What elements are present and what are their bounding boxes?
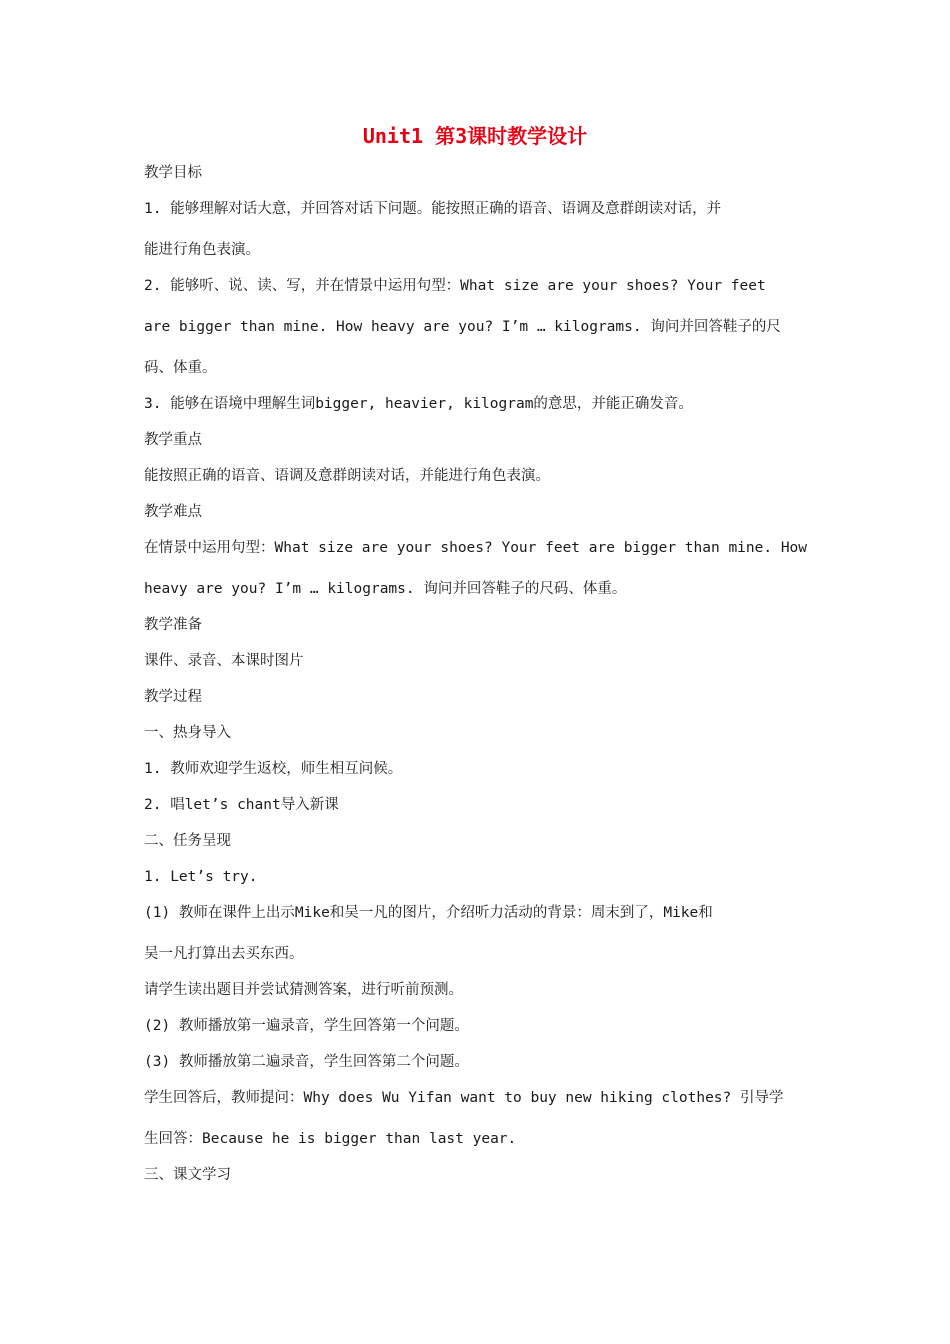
- paragraph-line: are bigger than mine. How heavy are you? I’m … kilograms. 询问并回答鞋子的尺: [144, 319, 781, 335]
- paragraph-line: 1. 能够理解对话大意，并回答对话下问题。能按照正确的语音、语调及意群朗读对话，并: [144, 201, 722, 217]
- section-heading-objectives: 教学目标: [144, 165, 202, 181]
- paragraph-line: 能进行角色表演。: [144, 242, 260, 258]
- section-heading-preparation: 教学准备: [144, 617, 202, 633]
- subsection-heading-text-study: 三、课文学习: [144, 1167, 231, 1183]
- paragraph-line: 学生回答后，教师提问：Why does Wu Yifan want to buy new hiking clothes? 引导学: [144, 1090, 784, 1106]
- paragraph-line: 2. 能够听、说、读、写，并在情景中运用句型：What size are your shoes? Your feet: [144, 278, 766, 294]
- paragraph-line: (1) 教师在课件上出示Mike和吴一凡的图片，介绍听力活动的背景：周末到了，Mike和: [144, 905, 713, 921]
- paragraph-line: (2) 教师播放第一遍录音，学生回答第一个问题。: [144, 1018, 469, 1034]
- paragraph-line: 1. 教师欢迎学生返校，师生相互问候。: [144, 761, 403, 777]
- paragraph-line: 码、体重。: [144, 360, 217, 376]
- paragraph-line: 1. Let’s try.: [144, 869, 258, 885]
- subsection-heading-presentation: 二、任务呈现: [144, 833, 231, 849]
- section-heading-key-points: 教学重点: [144, 432, 202, 448]
- paragraph-line: 生回答：Because he is bigger than last year.: [144, 1131, 517, 1147]
- document-title: Unit1 第3课时教学设计: [362, 124, 588, 148]
- document-body: [144, 158, 808, 1196]
- paragraph-line: 2. 唱let’s chant导入新课: [144, 797, 339, 813]
- paragraph-line: 能按照正确的语音、语调及意群朗读对话，并能进行角色表演。: [144, 468, 550, 484]
- subsection-heading-warmup: 一、热身导入: [144, 725, 231, 741]
- paragraph-line: heavy are you? I’m … kilograms. 询问并回答鞋子的尺码、体重。: [144, 581, 627, 597]
- paragraph-line: 3. 能够在语境中理解生词bigger, heavier, kilogram的意思，并能正确发音。: [144, 396, 693, 412]
- paragraph-line: 请学生读出题目并尝试猜测答案，进行听前预测。: [144, 982, 463, 998]
- paragraph-line: 课件、录音、本课时图片: [144, 653, 304, 669]
- paragraph-line: 在情景中运用句型：What size are your shoes? Your feet are bigger than mine. How: [144, 540, 808, 556]
- section-heading-process: 教学过程: [144, 689, 202, 705]
- paragraph-line: (3) 教师播放第二遍录音，学生回答第二个问题。: [144, 1054, 469, 1070]
- section-heading-difficulties: 教学难点: [144, 504, 202, 520]
- paragraph-line: 吴一凡打算出去买东西。: [144, 946, 304, 962]
